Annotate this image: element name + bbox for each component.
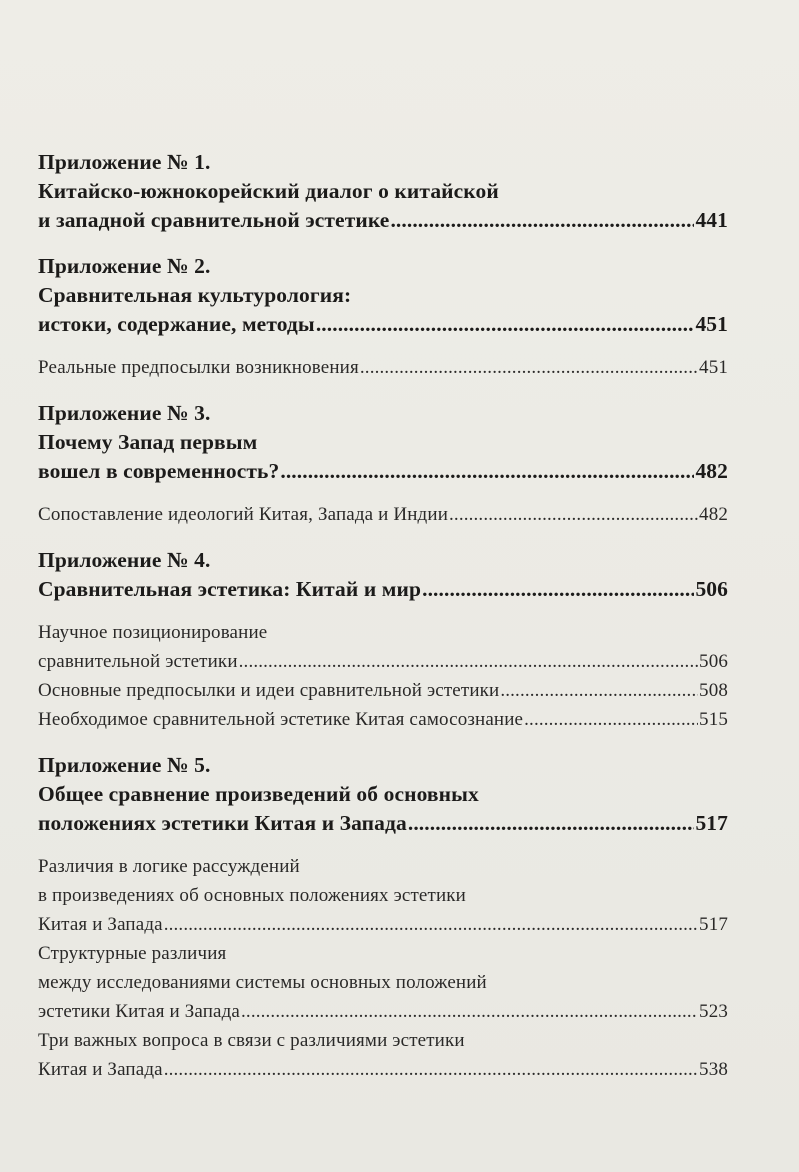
dot-leader <box>390 206 694 235</box>
subsection-entry[interactable] <box>38 647 728 676</box>
dot-leader <box>164 910 698 939</box>
page-number: 508 <box>699 680 728 701</box>
page-number: 441 <box>695 208 728 232</box>
appendix-title-text: вошел в современность? <box>38 459 280 483</box>
dot-leader <box>500 676 698 705</box>
subsection-entry[interactable] <box>38 1055 728 1084</box>
page-number: 451 <box>699 357 728 378</box>
appendix-title-line: Сравнительная культурология: <box>38 283 352 307</box>
subsection-text: Китая и Запада <box>38 914 163 935</box>
toc-section <box>38 252 728 382</box>
dot-leader <box>239 647 698 676</box>
page-number: 538 <box>699 1059 728 1080</box>
dot-leader <box>408 809 695 838</box>
subsection-entry[interactable] <box>38 676 728 705</box>
subsection-list <box>38 353 728 382</box>
appendix-title-line: Общее сравнение произведений об основных <box>38 782 479 806</box>
subsection-text: сравнительной эстетики <box>38 651 238 672</box>
toc-section <box>38 399 728 529</box>
appendix-number: Приложение № 1. <box>38 150 211 174</box>
subsection-entry[interactable] <box>38 705 728 734</box>
dot-leader <box>280 457 694 486</box>
subsection-text: эстетики Китая и Запада <box>38 1001 241 1022</box>
dot-leader <box>241 997 698 1026</box>
toc-section <box>38 751 728 1084</box>
appendix-title-text: и западной сравнительной эстетике <box>38 208 390 232</box>
subsection-list <box>38 500 728 529</box>
appendix-title-entry[interactable] <box>38 457 728 486</box>
appendix-title-entry[interactable] <box>38 206 728 235</box>
appendix-number: Приложение № 5. <box>38 753 211 777</box>
subsection-line: Различия в логике рассуждений <box>38 856 300 877</box>
subsection-text: Реальные предпосылки возникновения <box>38 357 359 378</box>
table-of-contents <box>38 148 728 1101</box>
subsection-text: Сопоставление идеологий Китая, Запада и Индии <box>38 504 449 525</box>
appendix-title-entry[interactable] <box>38 575 728 604</box>
dot-leader <box>316 310 695 339</box>
appendix-title-text: истоки, содержание, методы <box>38 312 315 336</box>
dot-leader <box>360 353 698 382</box>
subsection-line: в произведениях об основных положениях эстетики <box>38 885 466 906</box>
subsection-text: Необходимое сравнительной эстетике Китая самосознание <box>38 709 524 730</box>
page-number: 517 <box>699 914 728 935</box>
subsection-line: между исследованиями системы основных положений <box>38 972 487 993</box>
appendix-number: Приложение № 4. <box>38 548 211 572</box>
subsection-text: Китая и Запада <box>38 1059 163 1080</box>
subsection-entry[interactable] <box>38 353 728 382</box>
appendix-number: Приложение № 2. <box>38 254 211 278</box>
subsection-text: Основные предпосылки и идеи сравнительной эстетики <box>38 680 500 701</box>
toc-section <box>38 546 728 734</box>
appendix-title-text: Сравнительная эстетика: Китай и мир <box>38 577 422 601</box>
subsection-entry[interactable] <box>38 997 728 1026</box>
page-number: 515 <box>699 709 728 730</box>
appendix-title-text: положениях эстетики Китая и Запада <box>38 811 407 835</box>
subsection-list <box>38 852 728 1084</box>
page-number: 523 <box>699 1001 728 1022</box>
dot-leader <box>422 575 694 604</box>
appendix-title-line: Китайско-южнокорейский диалог о китайской <box>38 179 499 203</box>
subsection-entry[interactable] <box>38 910 728 939</box>
dot-leader <box>164 1055 698 1084</box>
appendix-title-line: Почему Запад первым <box>38 430 258 454</box>
page-number: 517 <box>695 811 728 835</box>
page-number: 506 <box>699 651 728 672</box>
appendix-title-entry[interactable] <box>38 310 728 339</box>
page-number: 451 <box>695 312 728 336</box>
dot-leader <box>524 705 698 734</box>
subsection-entry[interactable] <box>38 500 728 529</box>
appendix-number: Приложение № 3. <box>38 401 211 425</box>
page-number: 482 <box>695 459 728 483</box>
subsection-line: Три важных вопроса в связи с различиями эстетики <box>38 1030 465 1051</box>
toc-section <box>38 148 728 235</box>
appendix-title-entry[interactable] <box>38 809 728 838</box>
page-number: 506 <box>695 577 728 601</box>
subsection-line: Структурные различия <box>38 943 227 964</box>
dot-leader <box>449 500 698 529</box>
subsection-list <box>38 618 728 734</box>
page-number: 482 <box>699 504 728 525</box>
subsection-line: Научное позиционирование <box>38 622 268 643</box>
